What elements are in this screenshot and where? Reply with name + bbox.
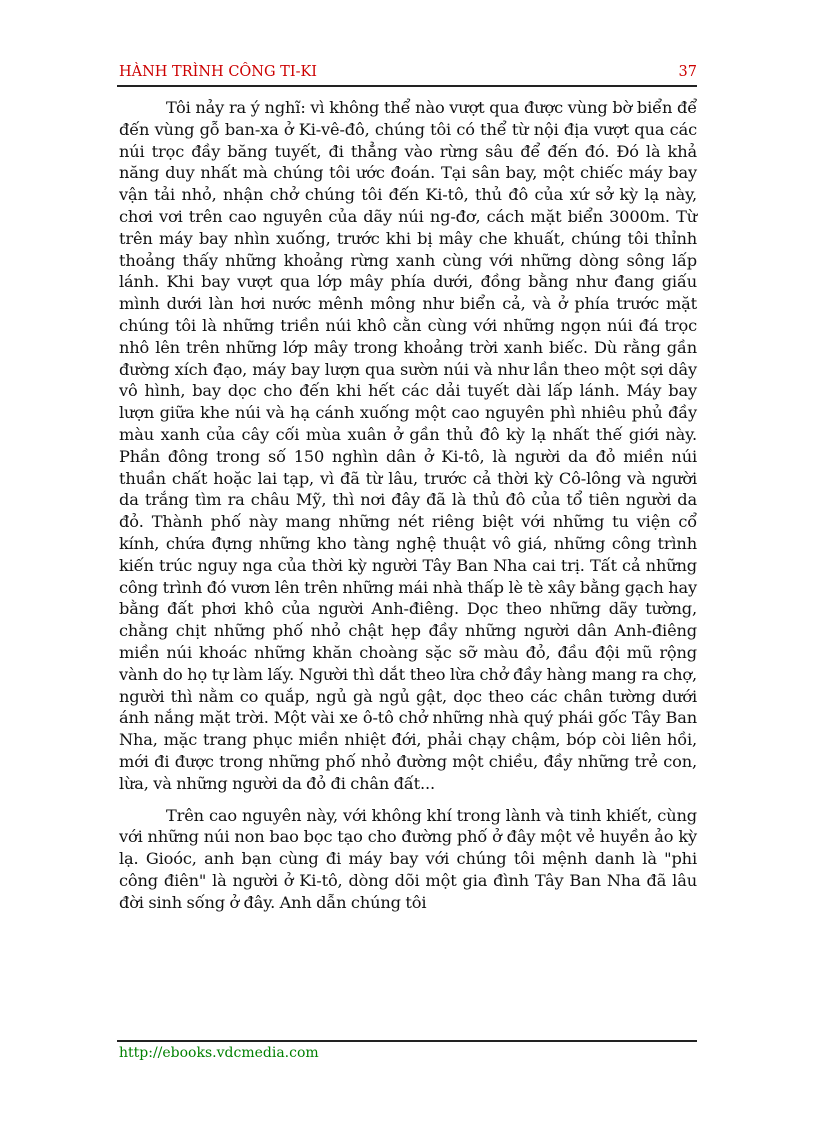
page-header bbox=[119, 60, 697, 84]
footer-divider bbox=[117, 1040, 697, 1042]
header-divider bbox=[117, 85, 697, 87]
paragraph: Trên cao nguyên này, với không khí trong lành và tinh khiết, cùng với những núi non bao bọc tạo cho đường phố ở đây một vẻ huyền ảo kỳ lạ. Gioóc, anh bạn cùng đi máy bay với chúng tôi mệnh danh là "phi công điên" là người ở Ki-tô, dòng dõi một gia đình Tây Ban Nha đã lâu đời sinh sống ở đây. Anh dẫn chúng tôi bbox=[119, 805, 697, 912]
page-number: 37 bbox=[678, 64, 697, 80]
body-text bbox=[119, 97, 697, 913]
paragraph: Tôi nảy ra ý nghĩ: vì không thể nào vượt qua được vùng bờ biển để đến vùng gỗ ban-xa ở Ki-vê-đô, chúng tôi có thể từ nội địa vượt qua các núi trọc đầy băng tuyết, đi thẳng vào rừng sâu để đến đó. Đó là khả năng duy nhất mà chúng tôi ước đoán. Tại sân bay, một chiếc máy bay vận tải nhỏ, nhận chở chúng tôi đến Ki-tô, thủ đô của xứ sở kỳ lạ này, chơi vơi trên cao nguyên của dãy núi ng-đơ, cách mặt biển 3000m. Từ trên máy bay nhìn xuống, trước khi bị mây che khuất, chúng tôi thỉnh thoảng thấy những khoảng rừng xanh cùng với những dòng sông lấp lánh. Khi bay vượt qua lớp mây phía dưới, đồng bằng như đang giấu mình dưới làn hơi nước mênh mông như biển cả, và ở phía trước mặt chúng tôi là những triền núi khô cằn cùng với những ngọn núi đá trọc nhô lên trên những lớp mây trong khoảng trời xanh biếc. Dù rằng gần đường xích đạo, máy bay lượn qua sườn núi và như lần theo một sợi dây vô hình, bay dọc cho đến khi hết các dải tuyết dài lấp lánh. Máy bay lượn giữa khe núi và hạ cánh xuống một cao nguyên phì nhiêu phủ đầy màu xanh của cây cối mùa xuân ở gần thủ đô kỳ lạ nhất thế giới này. Phần đông trong số 150 nghìn dân ở Ki-tô, là người da đỏ miền núi thuần chất hoặc lai tạp, vì đã từ lâu, trước cả thời kỳ Cô-lông và người da trắng tìm ra châu Mỹ, thì nơi đây đã là thủ đô của tổ tiên người da đỏ. Thành phố này mang những nét riêng biệt với những tu viện cổ kính, chứa đựng những kho tàng nghệ thuật vô giá, những công trình kiến trúc nguy nga của thời kỳ người Tây Ban Nha cai trị. Tất cả những công trình đó vươn lên trên những mái nhà thấp lè tè xây bằng gạch hay bằng đất phơi khô của người Anh-điêng. Dọc theo những dãy tường, chằng chịt những phố nhỏ chật hẹp đầy những người dân Anh-điêng miền núi khoác những khăn choàng sặc sỡ màu đỏ, đầu đội mũ rộng vành do họ tự làm lấy. Người thì dắt theo lừa chở đầy hàng mang ra chợ, người thì nằm co quắp, ngủ gà ngủ gật, dọc theo các chân tường dưới ánh nắng mặt trời. Một vài xe ô-tô chở những nhà quý phái gốc Tây Ban Nha, mặc trang phục miền nhiệt đới, phải chạy chậm, bóp còi liên hồi, mới đi được trong những phố nhỏ đường một chiều, đầy những trẻ con, lừa, và những người da đỏ đi chân đất... bbox=[119, 98, 697, 793]
book-title: HÀNH TRÌNH CÔNG TI-KI bbox=[119, 64, 318, 80]
footer-url[interactable]: http://ebooks.vdcmedia.com bbox=[119, 1045, 319, 1061]
